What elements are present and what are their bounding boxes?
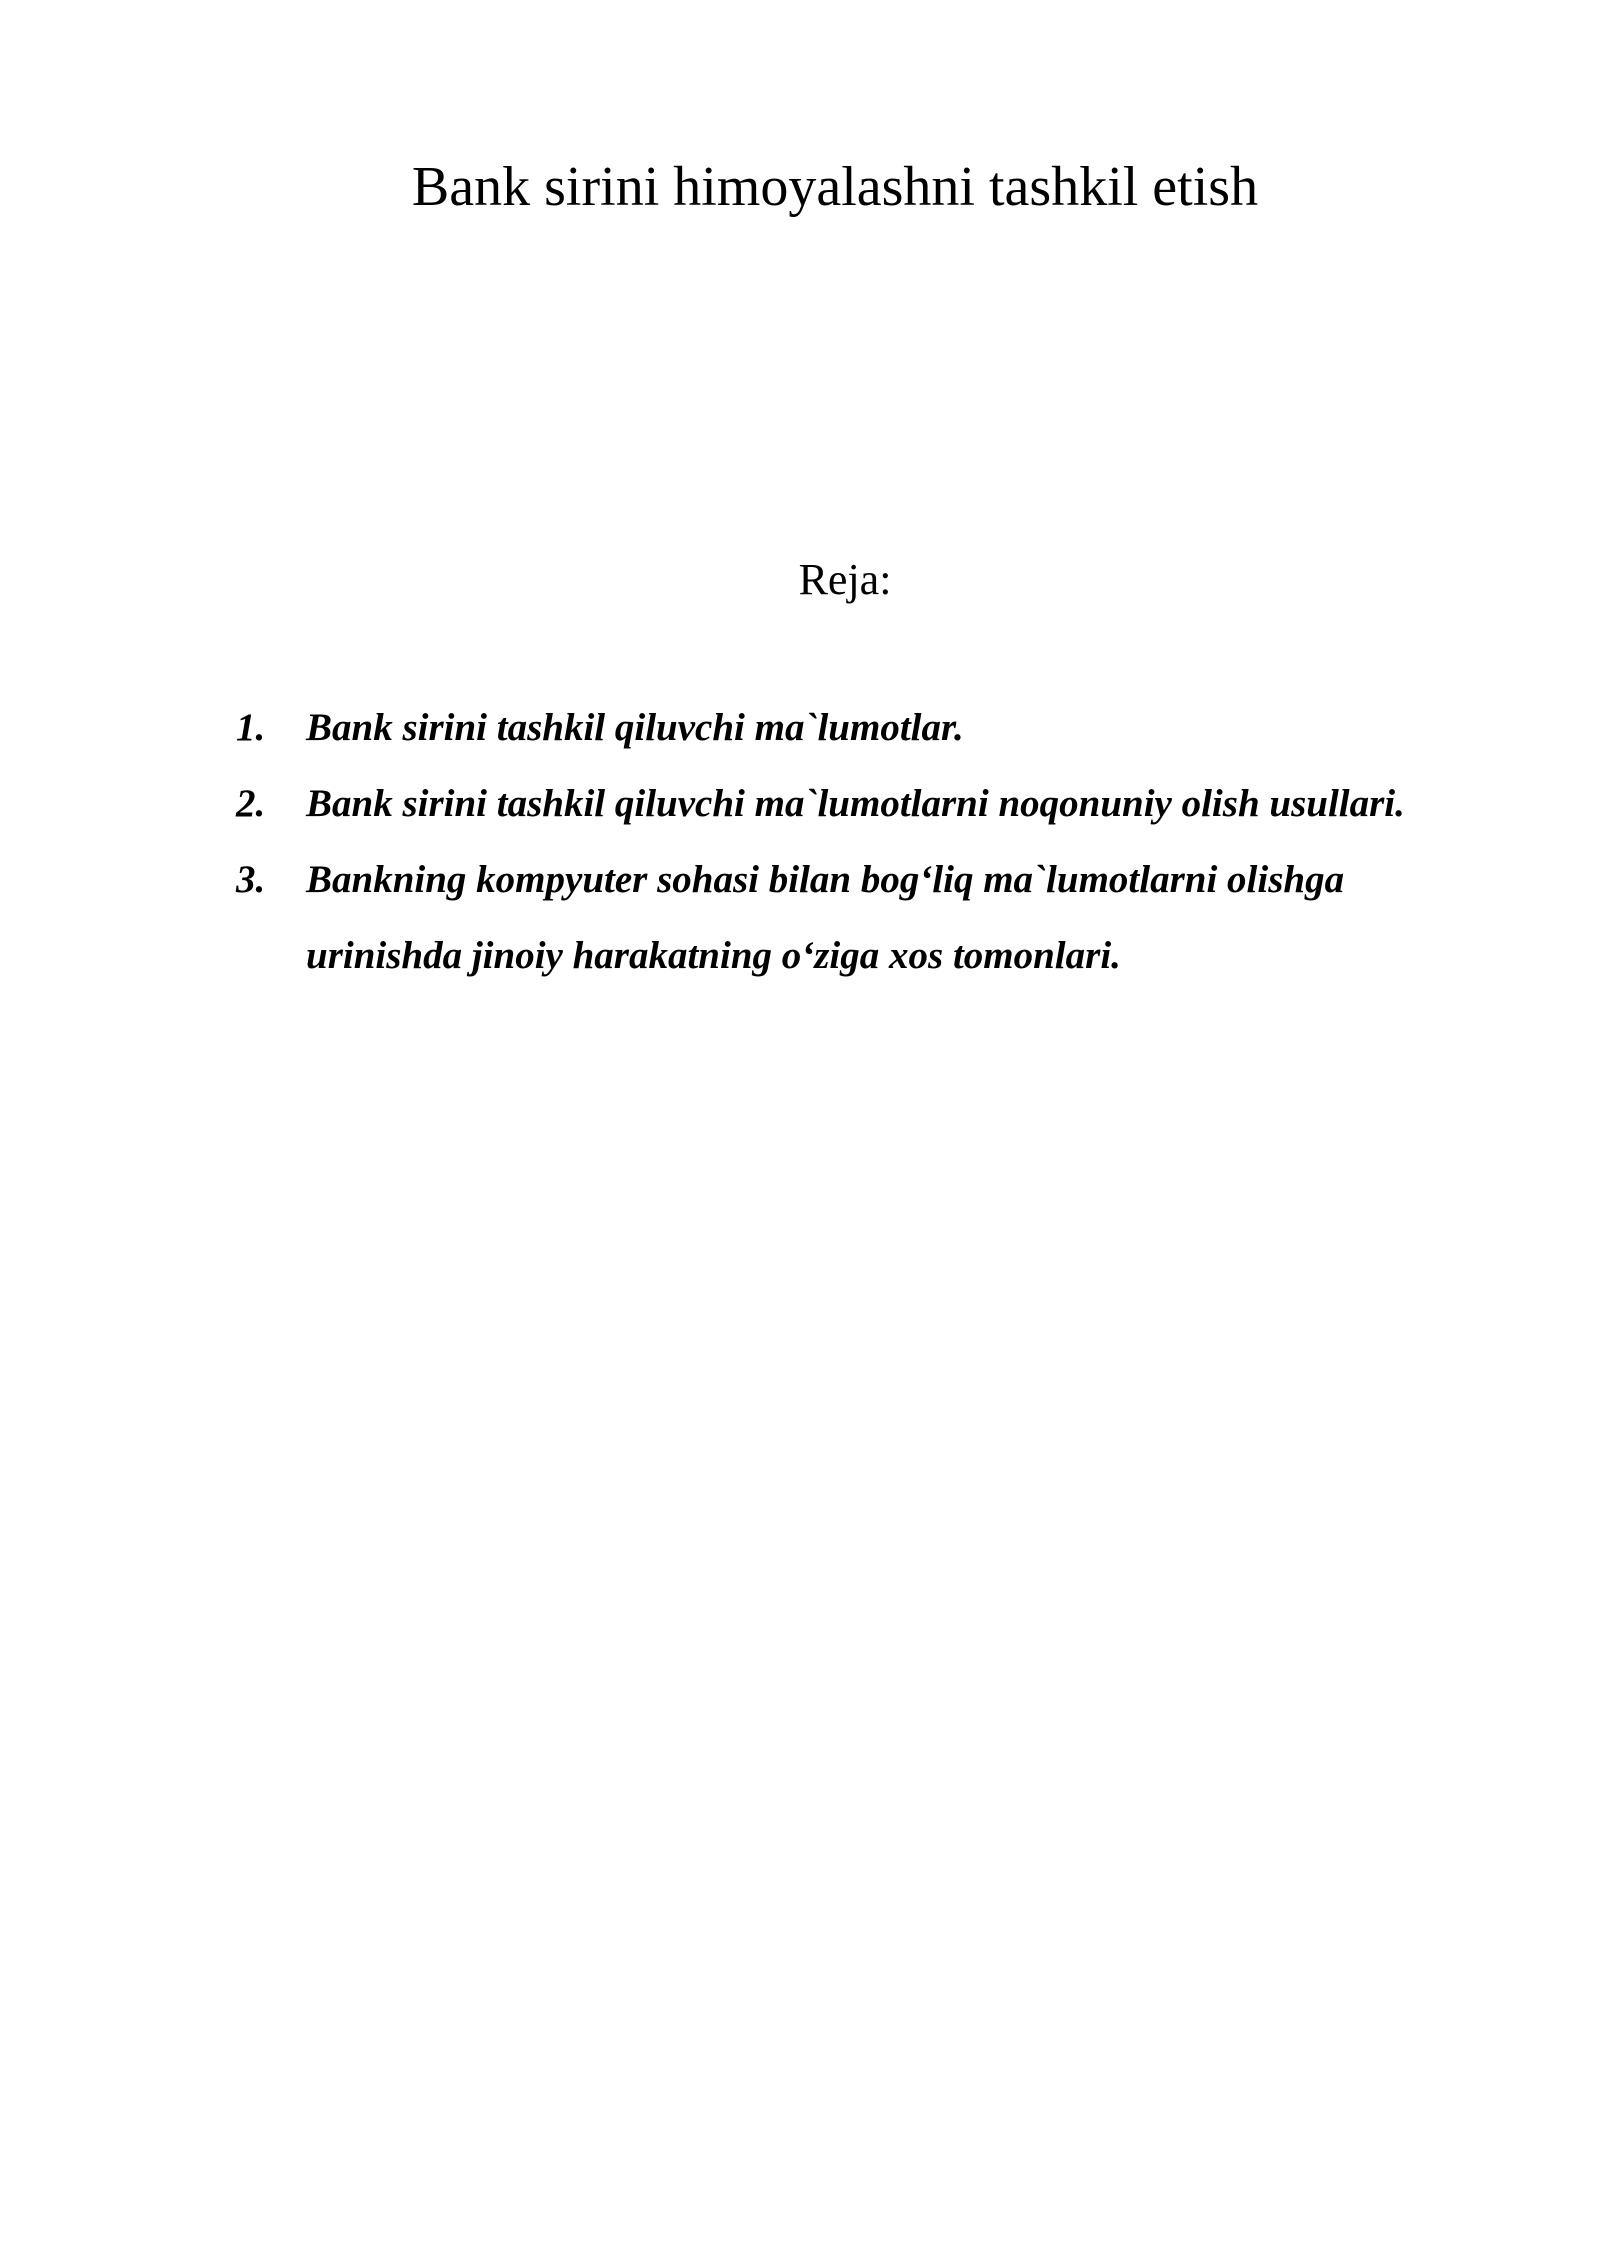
plan-item-text: Bank sirini tashkil qiluvchi ma`lumotlarni noqonuniy olish usullari. <box>306 782 1405 825</box>
plan-item-number: 2. <box>236 782 266 825</box>
plan-item-text: Bankning kompyuter sohasi bilan bog‘liq ma`lumotlarni olishga urinishda jinoiy harakatning o‘ziga xos tomonlari. <box>306 858 1345 977</box>
plan-item-2 <box>236 766 1466 842</box>
plan-item-number: 1. <box>236 706 266 749</box>
plan-heading: Reja: <box>798 555 892 604</box>
plan-item-text: Bank sirini tashkil qiluvchi ma`lumotlar. <box>306 706 964 749</box>
plan-item-1 <box>236 690 1466 766</box>
plan-item-3 <box>236 842 1466 994</box>
document-title: Bank sirini himoyalashni tashkil etish <box>411 156 1259 218</box>
plan-list <box>236 690 1466 994</box>
plan-item-number: 3. <box>236 858 266 901</box>
